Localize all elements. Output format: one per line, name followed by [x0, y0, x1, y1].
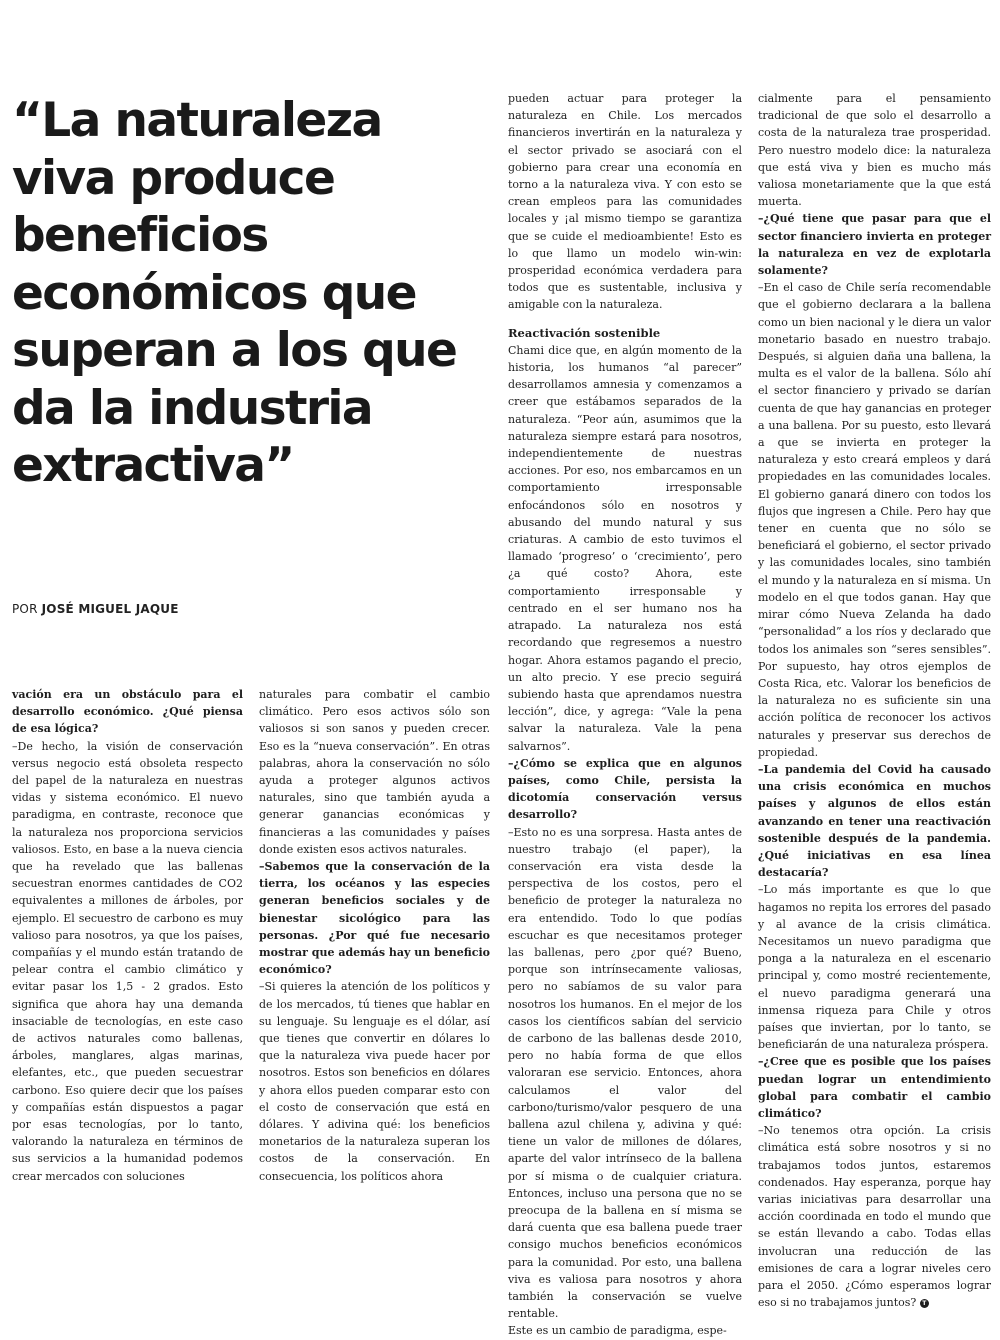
interview-question — [12, 686, 243, 738]
paragraph-text: –¿Qué tiene que pasar para que el sector financiero invierta en proteger la naturaleza en vez de explotarla solamente? — [758, 212, 991, 278]
paragraph-text: –En el caso de Chile sería recomendable que el gobierno declarara a la ballena como un bien nacional y le diera un valor monetario basado en nuestro trabajo. Después, si alguien daña una ballena, la multa es el valor de la ballena. Sólo ahí el sector financiero y privado se darían cuenta de que hay ganancias en proteger a una ballena. Por su puesto, esto llevará a que se invierta en proteger la naturaleza y esto creará empleos y dará propiedades en las comunidades locales. El gobierno ganará dinero con todos los flujos que ingresen a Chile. Pero hay que tener en cuenta que no sólo se beneficiará el gobierno, el sector privado y las comunidades locales, sino también el mundo y la naturaleza en sí misma. Un modelo en el que todos ganan. Hay que mirar cómo Nueva Zelanda ha dado “personalidad” a los ríos y declarado que todos los animales son “seres sensibles”. Por supuesto, hay otros ejemplos de Costa Rica, etc. Valorar los beneficios de la naturaleza no es suficiente sin una acción política de reconocer los activos naturales y preservar sus derechos de propiedad. — [758, 281, 991, 759]
body-paragraph — [12, 738, 243, 1185]
interview-question — [508, 755, 742, 824]
interview-question — [758, 1053, 991, 1122]
body-paragraph — [758, 881, 991, 1053]
body-paragraph — [508, 342, 742, 755]
paragraph-text: Chami dice que, en algún momento de la historia, los humanos “al parecer” desarrollamos amnesia y comenzamos a creer que estábamos separados de la naturaleza. “Peor aún, asumimos que la naturaleza siempre estará para nosotros, independientemente de nuestras acciones. Por eso, nos embarcamos en un comportamiento irresponsable enfocándonos sólo en nosotros y abusando del mundo natural y sus criaturas. A cambio de esto tuvimos el llamado ‘progreso’ o ‘crecimiento’, pero ¿a qué costo? Ahora, este comportamiento irresponsable y centrado en el ser humano nos ha atrapado. La naturaleza nos está recordando que regresemos a nuestro hogar. Ahora estamos pagando el precio, un alto precio. Y ese precio seguirá subiendo hasta que aprendamos nuestra lección”, dice, y agrega: “Vale la pena salvar la naturaleza. Vale la pena salvarnos”. — [508, 343, 742, 753]
paragraph-text: –De hecho, la visión de conservación versus negocio está obsoleta respecto del papel de la naturaleza en nuestras vidas y sistema económico. El nuevo paradigma, en contraste, reconoce que la naturaleza nos proporciona servicios valiosos. Esto, en base a la nueva ciencia que ha revelado que las ballenas secuestran enormes cantidades de CO2 equivalentes a millones de árboles, por ejemplo. El secuestro de carbono es muy valioso para nosotros, ya que los países, compañías y el mundo están tratando de pelear contra el cambio climático y evitar pasar los 1,5 - 2 grados. Esto significa que ahora hay una demanda insaciable de tecnologías, en este caso de activos naturales como ballenas, árboles, manglares, algas marinas, elefantes, etc., que pueden secuestrar carbono. Eso quiere decir que los países y compañías están dispuestos a pagar por esas tecnologías, por lo tanto, valorando la naturaleza en términos de sus servicios a la humanidad podemos crear mercados con soluciones — [12, 739, 243, 1183]
paragraph-text: Este es un cambio de paradigma, espe- — [508, 1324, 727, 1338]
paragraph-text: –La pandemia del Covid ha causado una crisis económica en muchos países y algunos de ellos están avanzando en tener una reactivación sostenible después de la pandemia. ¿Qué iniciativas en esa línea destacaría? — [758, 762, 991, 880]
body-paragraph — [758, 90, 991, 210]
headline: “La naturaleza viva produce beneficios económicos que superan a los que da la industria extractiva” — [12, 93, 457, 493]
article-column-3 — [508, 90, 742, 1340]
paragraph-text: –¿Cómo se explica que en algunos países, como Chile, persista la dicotomía conservación versus desarrollo? — [508, 756, 742, 822]
body-paragraph — [508, 1322, 742, 1339]
byline — [12, 602, 179, 616]
interview-question — [758, 761, 991, 881]
interview-question — [259, 858, 490, 978]
paragraph-text: –No tenemos otra opción. La crisis climática está sobre nosotros y si no trabajamos todos juntos, estaremos condenados. Hay esperanza, porque hay varias iniciativas para desarrollar una acción coordinada en todo el mundo que se están llevando a cabo. Todas ellas involucran una reducción de las emisiones de cara a lograr niveles cero para el 2050. ¿Cómo esperamos lograr eso si no trabajamos juntos? — [758, 1124, 991, 1310]
paragraph-text: cialmente para el pensamiento tradicional de que solo el desarrollo a costa de la naturaleza trae prosperidad. Pero nuestro modelo dice: la naturaleza que está viva y bien es mucho más valiosa monetariamente que la que está muerta. — [758, 92, 991, 209]
byline-prefix: POR — [12, 602, 38, 616]
body-paragraph — [508, 824, 742, 1323]
paragraph-gap — [508, 314, 742, 325]
byline-author: JOSÉ MIGUEL JAQUE — [41, 602, 179, 616]
section-subheading — [508, 325, 742, 342]
article-column-4 — [758, 90, 991, 1311]
paragraph-text: naturales para combatir el cambio climático. Pero esos activos sólo son valiosos si son sanos y pueden crecer. Eso es la “nueva conservación”. En otras palabras, ahora la conservación no sólo ayuda a proteger algunos activos naturales, sino que también ayuda a generar ganancias económicas y financieras a las comunidades y países donde existen esos activos naturales. — [259, 688, 490, 856]
body-paragraph — [508, 90, 742, 314]
paragraph-text: vación era un obstáculo para el desarrollo económico. ¿Qué piensa de esa lógica? — [12, 688, 243, 736]
paragraph-text: –¿Cree que es posible que los países puedan lograr un entendimiento global para combatir el cambio climático? — [758, 1055, 991, 1120]
interview-question — [758, 210, 991, 279]
body-paragraph — [259, 686, 490, 858]
end-of-article-mark: T — [920, 1299, 929, 1308]
paragraph-text: –Si quieres la atención de los políticos y de los mercados, tú tienes que hablar en su lenguaje. Su lenguaje es el dólar, así que tienes que convertir en dólares lo que la naturaleza viva puede hacer por nosotros. Estos son beneficios en dólares y ahora ellos pueden comparar esto con el costo de conservación que está en dólares. Y adivina qué: los beneficios monetarios de la naturaleza superan los costos de la conservación. En consecuencia, los políticos ahora — [259, 980, 490, 1183]
paragraph-text: Reactivación sostenible — [508, 325, 661, 340]
body-paragraph — [758, 1122, 991, 1311]
paragraph-text: pueden actuar para proteger la naturaleza en Chile. Los mercados financieros invertirán en la naturaleza y el sector privado se asociará con el gobierno para crear una economía en torno a la naturaleza viva. Y con esto se crean empleos para las comunidades locales y ¡al mismo tiempo se garantiza que se cuide el medioambiente! Esto es lo que llamo un modelo win-win: prosperidad económica verdadera para todos que es sustentable, inclusiva y amigable con la naturaleza. — [508, 92, 742, 312]
article-column-2 — [259, 686, 490, 1185]
paragraph-text: –Lo más importante es que lo que hagamos no repita los errores del pasado y al avance de la crisis climática. Necesitamos un nuevo paradigma que ponga a la naturaleza en el escenario principal y, como mostré recientemente, el nuevo paradigma generará una inmensa riqueza para Chile y otros países que inviertan, por lo tanto, se beneficiarán de una naturaleza próspera. — [758, 883, 991, 1052]
body-paragraph — [259, 978, 490, 1184]
body-paragraph — [758, 279, 991, 761]
paragraph-text: –Sabemos que la conservación de la tierra, los océanos y las especies generan beneficios sociales y de bienestar sicológico para las personas. ¿Por qué fue necesario mostrar que además hay un beneficio económico? — [259, 860, 490, 977]
article-column-1 — [12, 686, 243, 1185]
paragraph-text: –Esto no es una sorpresa. Hasta antes de nuestro trabajo (el paper), la conservación era vista desde la perspectiva de los costos, pero el beneficio de proteger la naturaleza no era entendido. Todo lo que podías escuchar es que necesitamos proteger las ballenas, pero ¿por qué? Bueno, porque son intrínsecamente valiosas, pero no sabíamos de su valor para nosotros los humanos. En el mejor de los casos los científicos sabían del servicio de carbono de las ballenas desde 2010, pero no había forma de que ellos valoraran ese servicio. Entonces, ahora calculamos el valor del carbono/turismo/valor pesquero de una ballena azul chilena y, adivina y qué: tiene un valor de millones de dólares, aparte del valor intrínseco de la ballena por sí misma o de cualquier criatura. Entonces, incluso una persona que no se preocupa de la ballena en sí misma se dará cuenta que esa ballena puede traer consigo muchos beneficios económicos para la comunidad. Por esto, una ballena viva es valiosa para nosotros y ahora también la conservación se vuelve rentable. — [508, 825, 742, 1321]
